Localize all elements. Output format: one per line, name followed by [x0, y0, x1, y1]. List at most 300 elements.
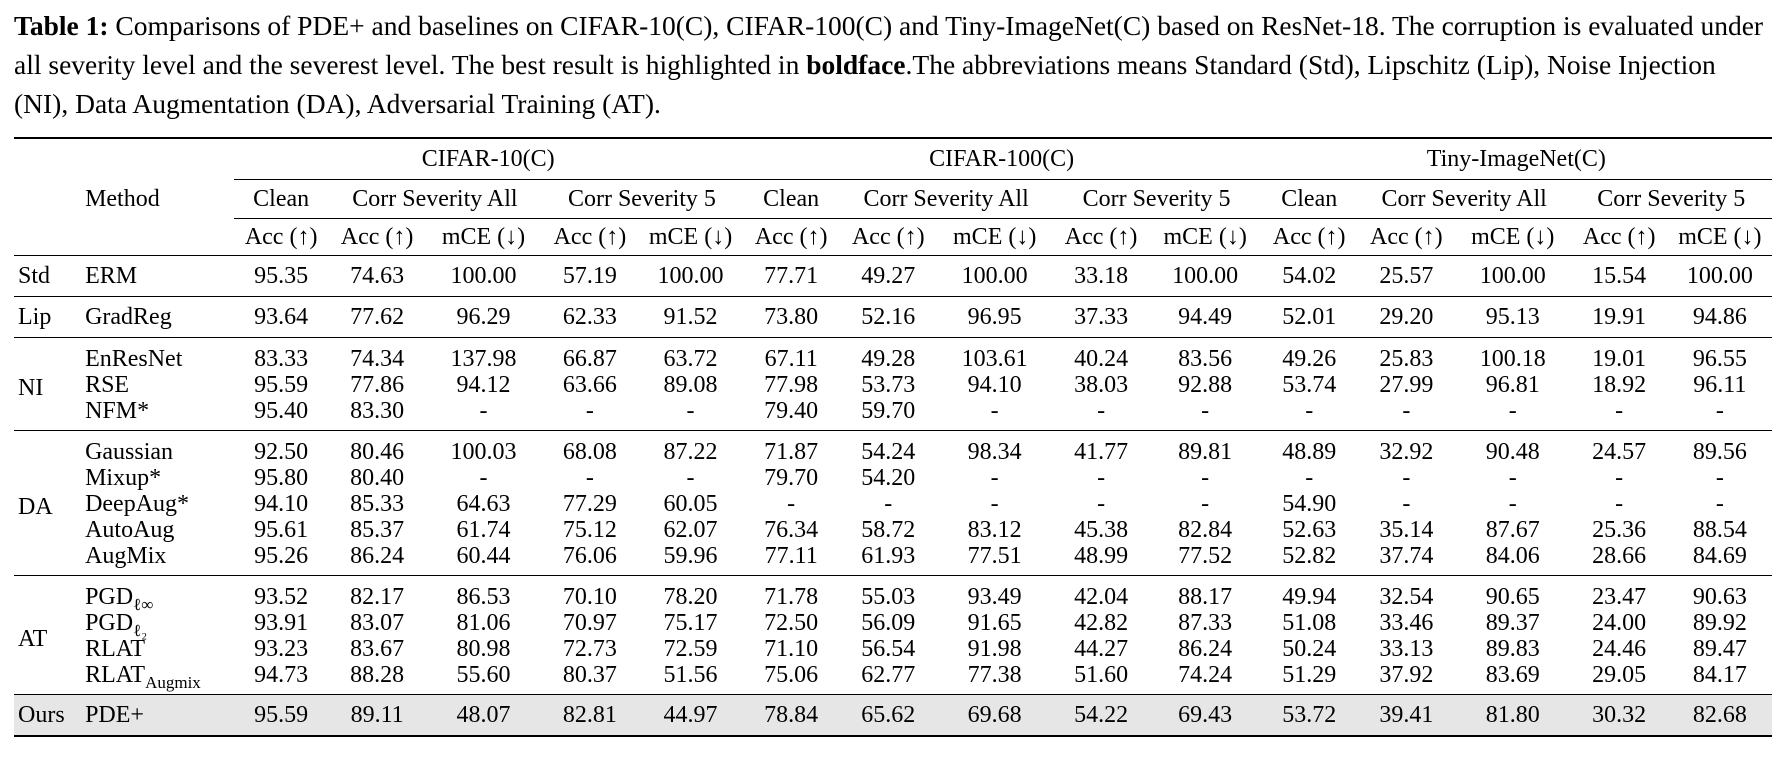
- value-cell: 59.96: [663, 543, 718, 569]
- value-cell: 59.70: [861, 398, 916, 424]
- value-cell: 80.98: [456, 636, 511, 662]
- value-cell: 89.37: [1485, 610, 1540, 636]
- value-cell: -: [990, 465, 999, 491]
- value-cell: 80.37: [562, 662, 617, 688]
- caption-label: Table 1:: [14, 10, 109, 41]
- value-cell: 44.27: [1074, 636, 1129, 662]
- value-cell: 87.22: [638, 431, 742, 466]
- group-label: Std: [14, 256, 81, 297]
- value-cell: 96.81: [1485, 372, 1540, 398]
- value-cell: 91.98: [967, 636, 1022, 662]
- value-cell: 82.84: [1178, 517, 1233, 543]
- value-cell: 25.83: [1358, 338, 1455, 373]
- header-metric-2-2: mCE (↓): [1471, 223, 1555, 250]
- value-cell: 28.66: [1592, 543, 1647, 569]
- value-cell: 51.08: [1282, 610, 1337, 636]
- value-cell: 76.34: [764, 517, 819, 543]
- method-cell: [81, 372, 234, 398]
- value-cell: 83.69: [1485, 662, 1540, 688]
- value-cell: -: [1615, 491, 1624, 517]
- group-label: DA: [14, 431, 81, 576]
- value-cell: 86.53: [426, 576, 542, 611]
- value-cell: -: [1615, 398, 1624, 424]
- value-cell: 29.05: [1592, 662, 1647, 688]
- value-cell: 18.92: [1592, 372, 1647, 398]
- value-cell: 89.08: [663, 372, 718, 398]
- value-cell: 77.38: [967, 662, 1022, 688]
- method-name: AutoAug: [85, 517, 175, 543]
- header-row-datasets: [14, 138, 1772, 180]
- value-cell: 94.86: [1668, 297, 1772, 338]
- value-cell: 54.24: [840, 431, 937, 466]
- header-metric-2-3: Acc (↑): [1582, 223, 1656, 250]
- value-cell: 83.12: [967, 517, 1022, 543]
- value-cell: 90.48: [1455, 431, 1571, 466]
- method-name: GradReg: [85, 303, 172, 330]
- value-cell: 87.67: [1485, 517, 1540, 543]
- header-metric-1-4: mCE (↓): [1163, 223, 1247, 250]
- header-empty-4: [14, 219, 81, 256]
- value-cell: -: [1097, 398, 1106, 424]
- value-cell: 37.74: [1379, 543, 1434, 569]
- value-cell: 72.59: [663, 636, 718, 662]
- header-sub-clean-tin: Clean: [1261, 180, 1358, 219]
- method-cell: [81, 517, 234, 543]
- header-metric-1-0: Acc (↑): [754, 223, 828, 250]
- method-name: ERM: [85, 262, 138, 289]
- method-subscript: Augmix: [145, 672, 201, 692]
- value-cell: 94.73: [254, 662, 309, 688]
- value-cell: 94.10: [254, 491, 309, 517]
- value-cell: 54.90: [1282, 491, 1337, 517]
- table-body: [14, 256, 1772, 737]
- value-cell: 92.50: [234, 431, 329, 466]
- value-cell: 63.66: [562, 372, 617, 398]
- value-cell: 83.30: [350, 398, 405, 424]
- value-cell: -: [1615, 465, 1624, 491]
- value-cell: 100.18: [1455, 338, 1571, 373]
- value-cell: 80.46: [329, 431, 426, 466]
- value-cell: 24.46: [1592, 636, 1647, 662]
- value-cell: 25.57: [1358, 256, 1455, 297]
- value-cell: 81.06: [456, 610, 511, 636]
- value-cell: 60.05: [663, 491, 718, 517]
- value-cell: 77.52: [1178, 543, 1233, 569]
- value-cell: -: [1508, 465, 1517, 491]
- value-cell: 52.16: [840, 297, 937, 338]
- value-cell: 53.74: [1282, 372, 1337, 398]
- value-cell: 77.11: [764, 543, 818, 569]
- group-label: NI: [14, 338, 81, 431]
- header-metric-0-0: Acc (↑): [244, 223, 318, 250]
- value-cell: 89.11: [329, 695, 426, 737]
- value-cell: -: [1305, 398, 1314, 424]
- value-cell: 88.28: [350, 662, 405, 688]
- value-cell: 77.86: [350, 372, 405, 398]
- value-cell: 54.02: [1261, 256, 1358, 297]
- value-cell: 70.10: [541, 576, 638, 611]
- value-cell: 57.19: [541, 256, 638, 297]
- value-cell: 90.63: [1668, 576, 1772, 611]
- method-cell: [81, 465, 234, 491]
- value-cell: 71.10: [764, 636, 819, 662]
- value-cell: 75.17: [663, 610, 718, 636]
- value-cell: 80.40: [350, 465, 405, 491]
- header-row-subgroups: [14, 180, 1772, 219]
- value-cell: 85.37: [350, 517, 405, 543]
- value-cell: 29.20: [1358, 297, 1455, 338]
- value-cell: 69.68: [937, 695, 1053, 737]
- value-cell: 48.99: [1074, 543, 1129, 569]
- value-cell: 84.17: [1692, 662, 1747, 688]
- table-row: [14, 297, 1772, 338]
- header-metric-0-1: Acc (↑): [340, 223, 414, 250]
- value-cell: 54.20: [861, 465, 916, 491]
- value-cell: 79.70: [764, 465, 819, 491]
- value-cell: 94.49: [1150, 297, 1261, 338]
- value-cell: 100.00: [1668, 256, 1772, 297]
- table-row: [14, 398, 1772, 431]
- value-cell: 83.33: [234, 338, 329, 373]
- value-cell: 56.09: [861, 610, 916, 636]
- value-cell: 52.01: [1261, 297, 1358, 338]
- value-cell: 89.81: [1150, 431, 1261, 466]
- value-cell: 53.72: [1261, 695, 1358, 737]
- value-cell: 51.56: [663, 662, 718, 688]
- value-cell: 62.33: [541, 297, 638, 338]
- value-cell: 42.82: [1074, 610, 1129, 636]
- table-row: [14, 431, 1772, 466]
- value-cell: 44.97: [638, 695, 742, 737]
- method-name: PDE+: [81, 695, 234, 737]
- method-name: DeepAug*: [85, 491, 190, 517]
- value-cell: 95.59: [234, 695, 329, 737]
- value-cell: 75.06: [764, 662, 819, 688]
- value-cell: 41.77: [1053, 431, 1150, 466]
- header-empty-3: [14, 180, 81, 219]
- method-name: PGD: [85, 610, 134, 636]
- method-name: RLAT: [85, 662, 146, 688]
- value-cell: 76.06: [562, 543, 617, 569]
- value-cell: 96.11: [1693, 372, 1747, 398]
- value-cell: 100.03: [426, 431, 542, 466]
- value-cell: 65.62: [840, 695, 937, 737]
- value-cell: 64.63: [456, 491, 511, 517]
- header-method: Method: [85, 185, 160, 212]
- value-cell: 33.18: [1053, 256, 1150, 297]
- header-empty-1: [14, 138, 81, 180]
- value-cell: 39.41: [1358, 695, 1455, 737]
- value-cell: 74.24: [1178, 662, 1233, 688]
- method-cell: [81, 256, 234, 297]
- method-cell: [81, 636, 234, 662]
- value-cell: 91.52: [638, 297, 742, 338]
- value-cell: 37.33: [1053, 297, 1150, 338]
- table-row: [14, 256, 1772, 297]
- header-metric-0-4: mCE (↓): [648, 223, 733, 250]
- table-row: [14, 636, 1772, 662]
- value-cell: 62.07: [663, 517, 718, 543]
- value-cell: 70.97: [562, 610, 617, 636]
- value-cell: -: [1715, 398, 1724, 424]
- value-cell: 61.93: [861, 543, 916, 569]
- value-cell: 49.26: [1261, 338, 1358, 373]
- value-cell: -: [1305, 465, 1314, 491]
- value-cell: -: [585, 398, 594, 424]
- value-cell: 52.82: [1282, 543, 1337, 569]
- value-cell: 56.54: [861, 636, 916, 662]
- header-sub-clean-c10: Clean: [234, 180, 329, 219]
- value-cell: 35.14: [1379, 517, 1434, 543]
- caption-text-2: .The abbreviations means Standard (Std), Lipschitz (Lip), Noise Injection (NI), Data Augmentation (DA), Adversarial Training (AT).: [14, 49, 1716, 119]
- header-metric-0-2: mCE (↓): [441, 223, 526, 250]
- value-cell: 82.68: [1668, 695, 1772, 737]
- value-cell: 92.88: [1178, 372, 1233, 398]
- value-cell: 87.33: [1178, 610, 1233, 636]
- value-cell: -: [1201, 491, 1210, 517]
- value-cell: -: [1402, 465, 1411, 491]
- value-cell: 77.71: [743, 256, 840, 297]
- method-cell: [81, 431, 234, 466]
- value-cell: 48.89: [1261, 431, 1358, 466]
- value-cell: -: [884, 491, 893, 517]
- value-cell: 63.72: [638, 338, 742, 373]
- value-cell: 24.57: [1571, 431, 1668, 466]
- value-cell: 69.43: [1150, 695, 1261, 737]
- caption-bold-word: boldface: [806, 49, 906, 80]
- value-cell: 49.28: [840, 338, 937, 373]
- group-label: Ours: [14, 695, 81, 737]
- value-cell: -: [1402, 491, 1411, 517]
- value-cell: 51.29: [1282, 662, 1337, 688]
- value-cell: 71.87: [743, 431, 840, 466]
- table-row: [14, 662, 1772, 695]
- value-cell: 95.35: [234, 256, 329, 297]
- value-cell: 24.00: [1592, 610, 1647, 636]
- table-row: [14, 576, 1772, 611]
- value-cell: 37.92: [1379, 662, 1434, 688]
- value-cell: 100.00: [426, 256, 542, 297]
- method-name: Gaussian: [85, 439, 174, 465]
- value-cell: 100.00: [1150, 256, 1261, 297]
- value-cell: 74.34: [329, 338, 426, 373]
- value-cell: 82.17: [329, 576, 426, 611]
- value-cell: 52.63: [1282, 517, 1337, 543]
- value-cell: -: [990, 491, 999, 517]
- value-cell: 72.50: [764, 610, 819, 636]
- value-cell: 66.87: [541, 338, 638, 373]
- method-name: Mixup*: [85, 465, 162, 491]
- value-cell: -: [479, 465, 488, 491]
- value-cell: 100.00: [638, 256, 742, 297]
- value-cell: 89.56: [1668, 431, 1772, 466]
- value-cell: 33.46: [1379, 610, 1434, 636]
- value-cell: 96.95: [937, 297, 1053, 338]
- value-cell: 85.33: [350, 491, 405, 517]
- table-row: [14, 372, 1772, 398]
- table-row: [14, 610, 1772, 636]
- value-cell: -: [686, 465, 695, 491]
- group-label: AT: [14, 576, 81, 695]
- header-sub-sev5-tin: Corr Severity 5: [1571, 180, 1772, 219]
- table-row-ours: [14, 695, 1772, 737]
- header-dataset-cifar10: CIFAR-10(C): [234, 138, 743, 180]
- method-name: NFM*: [85, 398, 150, 424]
- header-metric-1-2: mCE (↓): [953, 223, 1037, 250]
- method-name: PGD: [85, 584, 134, 610]
- value-cell: 49.27: [840, 256, 937, 297]
- value-cell: -: [1201, 465, 1210, 491]
- value-cell: 94.12: [456, 372, 511, 398]
- header-sub-clean-c100: Clean: [743, 180, 840, 219]
- results-table: [14, 137, 1772, 737]
- value-cell: -: [787, 491, 796, 517]
- table-row: [14, 543, 1772, 576]
- header-sub-all-tin: Corr Severity All: [1358, 180, 1571, 219]
- value-cell: -: [585, 465, 594, 491]
- table-row: [14, 338, 1772, 373]
- value-cell: 103.61: [937, 338, 1053, 373]
- method-cell: [81, 297, 234, 338]
- value-cell: 79.40: [764, 398, 819, 424]
- value-cell: 100.00: [1455, 256, 1571, 297]
- value-cell: 40.24: [1053, 338, 1150, 373]
- value-cell: 33.13: [1379, 636, 1434, 662]
- header-sub-all-c10: Corr Severity All: [329, 180, 542, 219]
- method-cell: [81, 576, 234, 614]
- value-cell: -: [479, 398, 488, 424]
- value-cell: 54.22: [1053, 695, 1150, 737]
- value-cell: 25.36: [1592, 517, 1647, 543]
- header-sub-all-c100: Corr Severity All: [840, 180, 1053, 219]
- value-cell: 83.56: [1150, 338, 1261, 373]
- method-name: AugMix: [85, 543, 167, 569]
- value-cell: 30.32: [1571, 695, 1668, 737]
- value-cell: 55.60: [456, 662, 511, 688]
- value-cell: 84.69: [1692, 543, 1747, 569]
- value-cell: -: [1508, 398, 1517, 424]
- value-cell: 23.47: [1571, 576, 1668, 611]
- value-cell: -: [1715, 465, 1724, 491]
- method-cell: [81, 338, 234, 373]
- value-cell: 75.12: [562, 517, 617, 543]
- value-cell: -: [1201, 398, 1210, 424]
- value-cell: 78.20: [638, 576, 742, 611]
- value-cell: 95.26: [254, 543, 309, 569]
- table-row: [14, 517, 1772, 543]
- caption-text-1: Comparisons of PDE+ and baselines on CIFAR-10(C), CIFAR-100(C) and Tiny-ImageNet(C) based on ResNet-18. The corruption is evaluated under all severity level and the severest level. The best result is highlighted in: [14, 10, 1764, 80]
- value-cell: 90.65: [1455, 576, 1571, 611]
- value-cell: 60.44: [456, 543, 511, 569]
- value-cell: 95.80: [254, 465, 309, 491]
- value-cell: 89.92: [1692, 610, 1747, 636]
- method-cell: [81, 610, 234, 640]
- value-cell: 42.04: [1053, 576, 1150, 611]
- value-cell: 73.80: [743, 297, 840, 338]
- method-cell: [81, 398, 234, 431]
- value-cell: 51.60: [1074, 662, 1129, 688]
- value-cell: 67.11: [743, 338, 840, 373]
- method-name: RLAT: [85, 636, 146, 662]
- header-dataset-tiny-imagenet: Tiny-ImageNet(C): [1261, 138, 1772, 180]
- value-cell: -: [1097, 465, 1106, 491]
- value-cell: -: [1715, 491, 1724, 517]
- value-cell: 74.63: [329, 256, 426, 297]
- value-cell: -: [686, 398, 695, 424]
- header-dataset-cifar100: CIFAR-100(C): [743, 138, 1261, 180]
- value-cell: 88.54: [1692, 517, 1747, 543]
- value-cell: -: [1508, 491, 1517, 517]
- value-cell: 137.98: [426, 338, 542, 373]
- value-cell: 91.65: [967, 610, 1022, 636]
- value-cell: 93.49: [937, 576, 1053, 611]
- value-cell: 88.17: [1150, 576, 1261, 611]
- value-cell: 95.13: [1455, 297, 1571, 338]
- method-subscript: ℓ∞: [133, 594, 154, 614]
- group-label: Lip: [14, 297, 81, 338]
- value-cell: 19.01: [1571, 338, 1668, 373]
- value-cell: 96.55: [1668, 338, 1772, 373]
- header-sub-sev5-c10: Corr Severity 5: [541, 180, 742, 219]
- value-cell: 96.29: [426, 297, 542, 338]
- value-cell: 72.73: [562, 636, 617, 662]
- value-cell: 93.23: [254, 636, 309, 662]
- value-cell: 93.64: [234, 297, 329, 338]
- value-cell: 58.72: [861, 517, 916, 543]
- header-metric-0-3: Acc (↑): [553, 223, 627, 250]
- value-cell: 93.52: [234, 576, 329, 611]
- value-cell: 15.54: [1571, 256, 1668, 297]
- value-cell: 68.08: [541, 431, 638, 466]
- value-cell: -: [990, 398, 999, 424]
- table-caption: [14, 6, 1772, 123]
- value-cell: 49.94: [1261, 576, 1358, 611]
- method-cell: [81, 662, 234, 695]
- header-metric-1-3: Acc (↑): [1064, 223, 1138, 250]
- method-subscript: ℓ₂: [133, 620, 148, 640]
- value-cell: 98.34: [937, 431, 1053, 466]
- value-cell: 32.54: [1358, 576, 1455, 611]
- value-cell: 27.99: [1379, 372, 1434, 398]
- value-cell: 83.07: [350, 610, 405, 636]
- table-row: [14, 491, 1772, 517]
- value-cell: 95.40: [254, 398, 309, 424]
- value-cell: 19.91: [1571, 297, 1668, 338]
- value-cell: 77.51: [967, 543, 1022, 569]
- value-cell: 95.59: [254, 372, 309, 398]
- value-cell: 100.00: [937, 256, 1053, 297]
- value-cell: 82.81: [541, 695, 638, 737]
- value-cell: 93.91: [254, 610, 309, 636]
- value-cell: 53.73: [861, 372, 916, 398]
- value-cell: 94.10: [967, 372, 1022, 398]
- method-cell: [81, 491, 234, 517]
- value-cell: 86.24: [350, 543, 405, 569]
- header-sub-sev5-c100: Corr Severity 5: [1053, 180, 1261, 219]
- table-row: [14, 465, 1772, 491]
- value-cell: 89.83: [1485, 636, 1540, 662]
- header-row-metrics: [14, 219, 1772, 256]
- header-empty-2: [81, 138, 234, 180]
- method-cell: [81, 543, 234, 576]
- value-cell: 55.03: [840, 576, 937, 611]
- value-cell: 77.29: [562, 491, 617, 517]
- value-cell: 77.62: [329, 297, 426, 338]
- value-cell: 38.03: [1074, 372, 1129, 398]
- value-cell: 32.92: [1358, 431, 1455, 466]
- value-cell: 50.24: [1282, 636, 1337, 662]
- header-metric-2-1: Acc (↑): [1370, 223, 1443, 250]
